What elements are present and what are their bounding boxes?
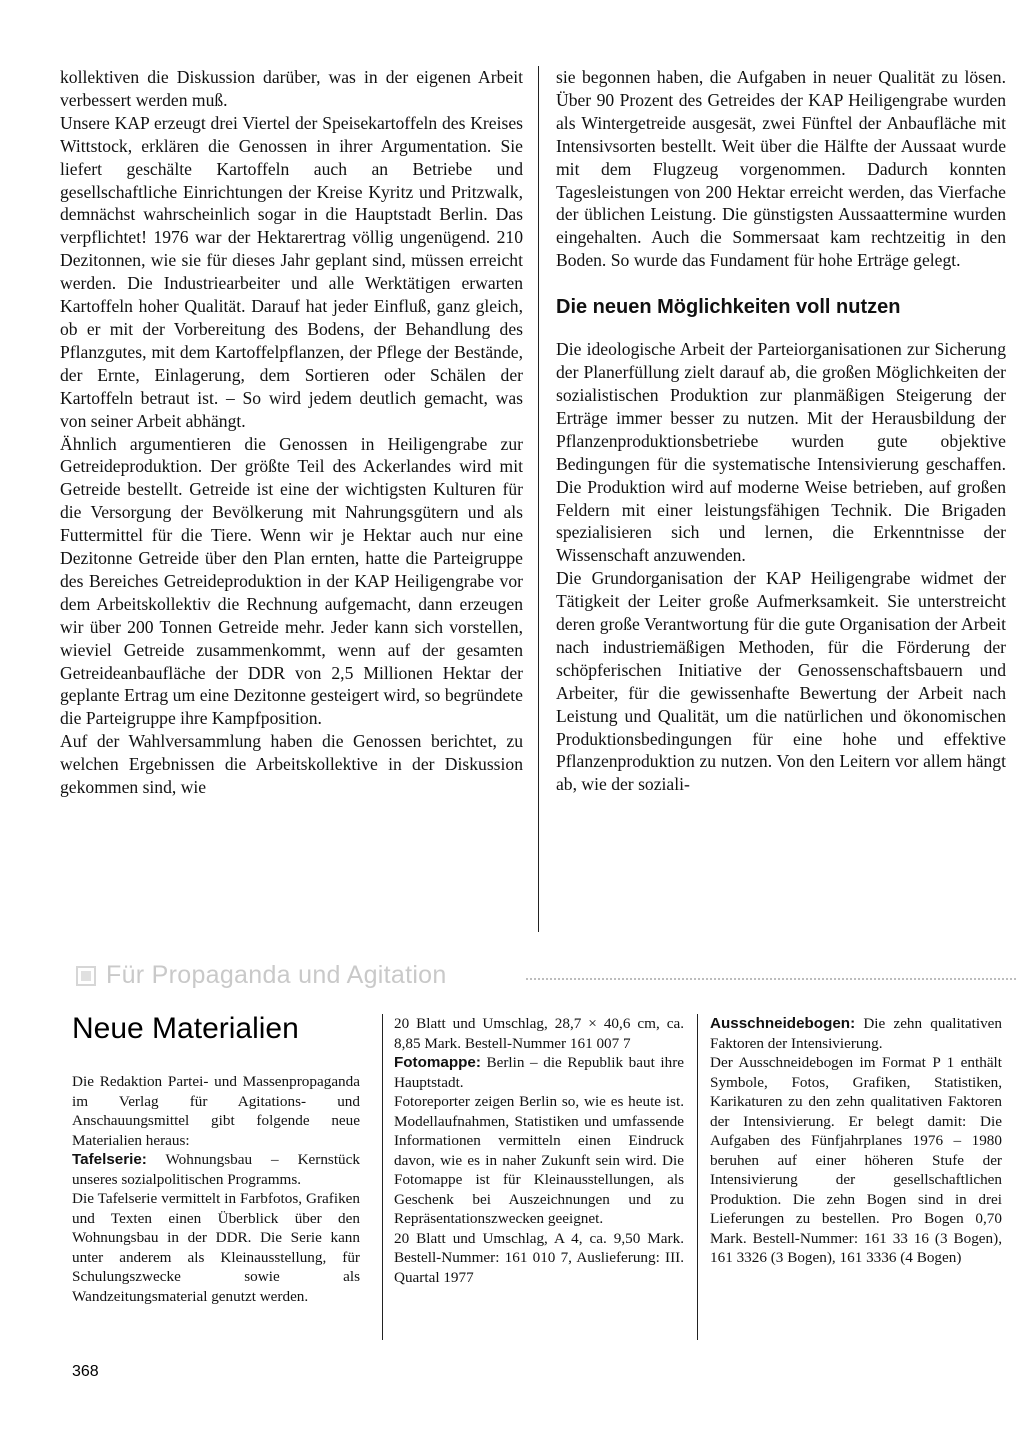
page-number: 368 [72,1363,99,1380]
paragraph: Die Grundorganisation der KAP Heiligengrabe widmet der Tätigkeit der Leiter große Aufmerksamkeit. Sie unterstreicht deren große Verantwortung für die gute Organisation der Arbeit nach industriemäßigen Methoden, für die Förderung der schöpferischen Initiative der Genossenschaftsbauern und Arbeiter, für die gewissenhafte Bewertung der Arbeit nach Leistung und Qualität, um die natürlichen und ökonomischen Produktionsbedingungen für eine hohe und effektive Pflanzenproduktion zu nutzen. Von den Leitern vor allem hängt ab, wie der soziali- [556,568,1006,795]
paragraph [72,1150,360,1189]
materials-title: Neue Materialien [72,1012,299,1045]
column-divider [697,1014,698,1340]
item-label: Tafelserie: [72,1151,147,1168]
paragraph: Auf der Wahlversammlung haben die Genossen berichtet, zu welchen Ergebnissen die Arbeitskollektive in der Diskussion gekommen sind, wie [60,731,523,798]
column-divider [382,1014,383,1340]
paragraph: Unsere KAP erzeugt drei Viertel der Speisekartoffeln des Kreises Wittstock, erklären die Genossen in ihrer Argumentation. Sie liefert geschälte Kartoffeln auch an Betriebe und gesellschaftliche Einrichtungen der Kreise Kyritz und Pritzwalk, demnächst wahrscheinlich sogar in die Hauptstadt Berlin. Das verpflichtet! 1976 war der Hektarertrag völlig ungenügend. 210 Dezitonnen, wie sie für dieses Jahr geplant sind, müssen erreicht werden. Die Industriearbeiter und alle Werktätigen erwarten Kartoffeln hoher Qualität. Darauf hat jeder Einfluß, ganz gleich, ob er mit der Vorbereitung des Bodens, der Behandlung des Pflanzgutes, mit dem Kartoffelpflanzen, der Pflege der Bestände, der Ernte, Einlagerung, dem Sortieren oder Schälen der Kartoffeln betraut ist. – So wird jedem deutlich gemacht, was von seiner Arbeit abhängt. [60,112,523,431]
materials-column-2 [394,1014,684,1287]
paragraph: Ähnlich argumentieren die Genossen in Heiligengrabe zur Getreideproduktion. Der größte Teil des Ackerlandes wird mit Getreide bestellt. Getreide ist eine der wichtigsten Kulturen für die Versorgung der Bevölkerung mit Nahrungsgütern und als Futtermittel für die Tiere. Wenn wir je Hektar auch nur eine Dezitonne Getreide über den Plan ernten, hatte die Parteigruppe des Bereiches Getreideproduktion in der KAP Heiligengrabe vor dem Arbeitskollektiv die Rechnung aufgemacht, dann erzeugen wir über 200 Tonnen Getreide mehr. Jeder kann sich vorstellen, wieviel Getreide zusammenkommt, wenn auf der gesamten Getreideanbaufläche der DDR von 2,5 Millionen Hektar der geplante Ertrag um eine Dezitonne gesteigert wird, so begründete die Parteigruppe ihre Kampfposition. [60,433,523,729]
item-text: Berlin – die Republik baut ihre Hauptstadt. [394,1054,684,1091]
paragraph [394,1053,684,1092]
item-label: Fotomappe: [394,1054,481,1071]
materials-column-3 [710,1014,1002,1268]
item-text: Wohnungsbau – Kernstück unseres sozialpolitischen Programms. [72,1151,360,1188]
paragraph: 20 Blatt und Umschlag, A 4, ca. 9,50 Mark. Bestell-Nummer: 161 010 7, Auslieferung: III. Quartal 1977 [394,1229,684,1286]
paragraph: sie begonnen haben, die Aufgaben in neuer Qualität zu lösen. Über 90 Prozent des Getreides der KAP Heiligengrabe wurden als Wintergetreide ausgesät, zwei Fünftel der Anbaufläche mit Intensivsorten bestellt. Weit über die Hälfte der Aussaat wurde mit dem Flugzeug vorgenommen. Dadurch konnten Tagesleistungen von 200 Hektar erreicht werden, das Vierfache der üblichen Leistung. Die günstigsten Aussaattermine wurden eingehalten. Auch die Sommersaat kam rechtzeitig in den Boden. So wurde das Fundament für hohe Erträge gelegt. [556,67,1006,271]
paragraph [710,1014,1002,1053]
paragraph: 20 Blatt und Umschlag, 28,7 × 40,6 cm, ca. 8,85 Mark. Bestell-Nummer 161 007 7 [394,1015,684,1052]
rubric-banner [76,958,1016,992]
paragraph: Die ideologische Arbeit der Parteiorganisationen zur Sicherung der Planerfüllung zielt darauf ab, die großen Möglichkeiten der sozialistischen Produktion zur planmäßigen Steigerung der Erträge immer besser zu nutzen. Mit der Herausbildung der Pflanzenproduktionsbetriebe wurden gute objektive Bedingungen für die systematische Intensivierung geschaffen. Die Produktion wird auf moderne Weise betrieben, auf großen Feldern mit einer leistungsfähigen Technik. Die Brigaden spezialisieren sich und lernen, die Erkenntnisse der Wissenschaft anzuwenden. [556,339,1006,566]
item-label: Ausschneidebogen: [710,1015,856,1032]
paragraph: Die Tafelserie vermittelt in Farbfotos, Grafiken und Texten einen Überblick über den Wohnungsbau in der DDR. Die Serie kann unter anderem als Kleinausstellung, für Schulungszwecke sowie als Wandzeitungsmaterial genutzt werden. [72,1190,360,1305]
square-bullet-icon [76,966,96,986]
section-heading: Die neuen Möglichkeiten voll nutzen [556,296,901,319]
item-text: Die zehn qualitativen Faktoren der Intensivierung. [710,1015,1002,1052]
materials-column-1 [72,1072,360,1306]
paragraph: Die Redaktion Partei- und Massenpropaganda im Verlag für Agitations- und Anschauungsmittel gibt folgende neue Materialien heraus: [72,1073,360,1149]
article-left-column [60,66,523,799]
dotted-rule [526,978,1016,980]
paragraph: Der Ausschneidebogen im Format P 1 enthält Symbole, Fotos, Grafiken, Statistiken, Karikaturen zu den zehn qualitativen Faktoren der Intensivierung. Er belegt damit: Die Aufgaben des Fünfjahrplanes 1976 – 1980 beruhen auf einer höheren Stufe der Intensivierung der gesellschaftlichen Produktion. Die zehn Bogen sind in drei Lieferungen zu bestellen. Pro Bogen 0,70 Mark. Bestell-Nummer: 161 33 16 (3 Bogen), 161 3326 (3 Bogen), 161 3336 (4 Bogen) [710,1054,1002,1266]
paragraph: kollektiven die Diskussion darüber, was in der eigenen Arbeit verbessert werden muß. [60,67,523,110]
paragraph: Fotoreporter zeigen Berlin so, wie es heute ist. Modellaufnahmen, Statistiken und umfassende Informationen vermitteln einen Eindruck davon, wie es in naher Zukunft sein wird. Die Fotomappe ist für Kleinausstellungen, als Geschenk bei Auszeichnungen und zu Repräsentationszwecken geeignet. [394,1093,684,1227]
column-divider [538,66,539,932]
article-right-column [556,66,1006,796]
rubric-title: Für Propaganda und Agitation [106,961,447,989]
